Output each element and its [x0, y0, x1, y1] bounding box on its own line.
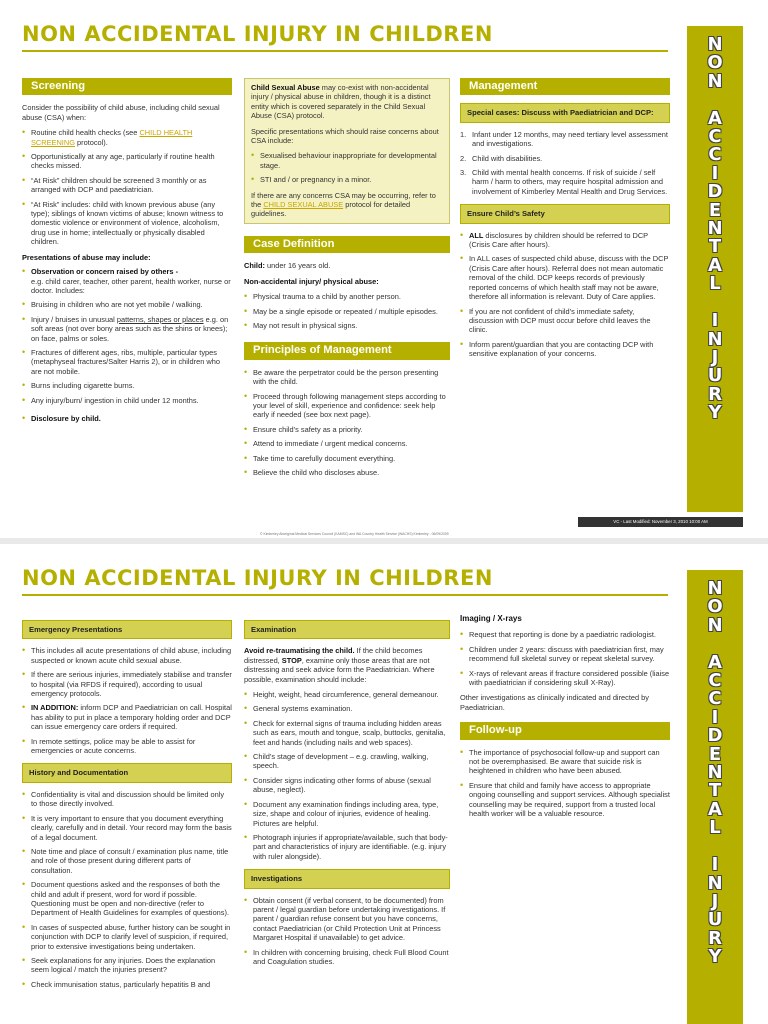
investigations-list — [244, 896, 450, 967]
page-footer: © Kimberley Aboriginal Medical Services Council (KAMSC) and WA Country Health Service (WACHS) Kimberley - 06/09/2009 — [260, 532, 449, 536]
sidebar-letter: A — [708, 254, 722, 276]
sidebar-letter: C — [708, 670, 722, 692]
case-definition-header: Case Definition — [244, 236, 450, 253]
presentations-title: Presentations of abuse may include: — [22, 252, 151, 262]
list-item: • Take time to carefully document everything. — [244, 454, 450, 463]
screening-intro: Consider the possibility of child abuse, including child sexual abuse (CSA) when: — [22, 103, 220, 122]
list-item: • Obtain consent (if verbal consent, to be documented) from parent / legal guardian before undertaking investigations. If parent / guardian refuse consent but you have concerns, contact Paediatrician (or Child Protection Unit at Princess Margaret Hospital if unavailable) to get advice. — [244, 896, 450, 943]
sidebar-letter: N — [707, 872, 723, 894]
list-item: • STI and / or pregnancy in a minor. — [251, 175, 443, 184]
list-item: • Request that reporting is done by a paediatric radiologist. — [460, 630, 670, 639]
list-item: • “At Risk” children should be screened 3 monthly or as arranged with DCP and paediatrician. — [22, 176, 232, 195]
emergency-header: Emergency Presentations — [22, 620, 232, 639]
sidebar-vertical-text — [687, 36, 743, 423]
list-item: • Inform parent/guardian that you are contacting DCP with sensitive explanation of your concerns. — [460, 340, 670, 359]
list-item: • Sexualised behaviour inappropriate for developmental stage. — [251, 151, 443, 170]
csa-box: Child Sexual Abuse may co-exist with non-accidental injury / physical abuse in children, though it is a distinct entity which is covered separately in the Child Sexual Abuse (CSA) protocol. Specific presentations which should raise concerns about CSA include: • Sexualised behaviour inappropriate for developmental stage. • STI and / or pregnancy in a minor. If there are any concerns CSA may be occurring, refer to the CHILD SEXUAL ABUSE protocol for detailed guidelines. — [244, 78, 450, 224]
list-item: • IN ADDITION: inform DCP and Paediatrician on call. Hospital has ability to put in place a temporary holding order and DCP can issue emergency care orders if required. — [22, 703, 232, 731]
list-item: • Consider signs indicating other forms of abuse (sexual abuse, neglect). — [244, 776, 450, 795]
investigations-header: Investigations — [244, 869, 450, 888]
list-item: • May not result in physical signs. — [244, 321, 450, 330]
followup-list — [460, 748, 670, 819]
list-item: 2. Child with disabilities. — [460, 153, 543, 163]
sidebar-letter: O — [707, 52, 723, 74]
list-item: • Document questions asked and the responses of both the child and adult if present, word for word if possible. Questioning must be open and non-directive (refer to Department of Health Guidelines for examples of questions). — [22, 880, 232, 918]
sidebar-letter: N — [707, 34, 723, 55]
examination-header: Examination — [244, 620, 450, 639]
sidebar-letter: I — [711, 162, 719, 184]
sidebar-banner — [687, 570, 743, 1024]
imaging-title: Imaging / X-rays — [460, 614, 522, 623]
other-investigations: Other investigations as clinically indicated and directed by Paediatrician. — [460, 693, 649, 712]
list-item: • In children with concerning bruising, check Full Blood Count and Coagulation studies. — [244, 948, 450, 967]
list-item: • Check for external signs of trauma including hidden areas such as ears, mouth and tongue, scalp, buttocks, genitalia, feet and hands (including nails and web spaces). — [244, 719, 450, 747]
presentations-list — [22, 267, 232, 423]
history-list — [22, 790, 232, 989]
principles-header: Principles of Management — [244, 342, 450, 359]
list-item: • General systems examination. — [244, 704, 450, 713]
sidebar-letter: U — [707, 365, 723, 387]
emergency-list — [22, 646, 232, 755]
last-modified-bar: VC - Last Modified: November 3, 2010 10:00 AM — [578, 517, 743, 527]
child-sexual-abuse-link[interactable]: CHILD SEXUAL ABUSE — [263, 200, 344, 210]
list-item: • Routine child health checks (see CHILD HEALTH SCREENING protocol). — [22, 128, 232, 147]
middle-column: Child Sexual Abuse may co-exist with non-accidental injury / physical abuse in children, though it is a distinct entity which is covered separately in the Child Sexual Abuse (CSA) protocol. Specific presentations which should raise concerns about CSA include: • Sexualised behaviour inappropriate for developmental stage. • STI and / or pregnancy in a minor. If there are any concerns CSA may be occurring, refer to the CHILD SEXUAL ABUSE protocol for detailed guidelines. Case Definition Child: under 16 years old. Non-accidental injury/ physical abuse: • Physical trauma to a child by another person. • May be a single episode or repeated / multiple episodes. • May not result in physical signs. Principles of Management • Be aware the perpetrator could be the person presenting with the child. • Proceed through following management steps according to your level of skill, experience and confidence: seek help early if needed (see box next page). • Ensure child’s safety as a priority. • Attend to immediate / urgent medical concerns. • Take time to carefully document everything. • Believe the child who discloses abuse. — [244, 78, 450, 483]
sidebar-letter — [687, 91, 743, 109]
sidebar-letter: I — [711, 310, 719, 332]
imaging-list — [460, 630, 670, 687]
list-item: • ALL disclosures by children should be referred to DCP (Crisis Care after hours). — [460, 231, 670, 250]
list-item: • Proceed through following management steps according to your level of skill, experience and confidence: seek help early if needed (see box next page). — [244, 392, 450, 420]
list-item: 1. Infant under 12 months, may need tertiary level assessment and investigations. — [460, 129, 668, 149]
list-item: • In remote settings, police may be able to assist for emergencies or acute concerns. — [22, 737, 232, 756]
sidebar-letter — [687, 635, 743, 653]
special-cases-header: Special cases: Discuss with Paediatrician and DCP: — [460, 103, 670, 122]
sidebar-letter: N — [707, 70, 723, 92]
examination-column: Examination Avoid re-traumatising the child. If the child becomes distressed, STOP, examine only those areas that are not distressing and seek advice form the Paediatrician. Where possible, examination should include: • Height, weight, head circumference, general demeanour. • General systems examination. • Check for external signs of trauma including hidden areas such as ears, mouth and tongue, scalp, buttocks, genitalia, feet and hands (including nails and web spaces). • Child’s stage of development – e.g. crawling, walking, speech. • Consider signs indicating other forms of abuse (sexual abuse, neglect). • Document any examination findings including area, type, size, shape and colour of injuries, evidence of healing. Pictures are helpful. • Photograph injuries if appropriate/available, such that body-part and characteristics of injury are identifiable. (e.g. injury with ruler alongside). Investigations • Obtain consent (if verbal consent, to be documented) from parent / legal guardian before undertaking investigations. If parent / guardian refuse consent but you have concerns, contact Paediatrician (or Child Protection Unit at Princess Margaret Hospital if unavailable) to get advice. • In children with concerning bruising, check Full Blood Count and Coagulation studies. — [244, 620, 450, 972]
list-item: • Document any examination findings including area, type, size, shape and colour of injuries, evidence of healing. Pictures are helpful. — [244, 800, 450, 828]
page-title: NON ACCIDENTAL INJURY IN CHILDREN — [22, 22, 493, 46]
sidebar-letter: T — [708, 780, 722, 802]
sidebar-letter: Y — [708, 402, 722, 424]
management-header: Management — [460, 78, 670, 95]
list-item: • Attend to immediate / urgent medical concerns. — [244, 439, 450, 448]
sidebar-letter: A — [708, 798, 722, 820]
list-item: • “At Risk” includes: child with known previous abuse (any type); siblings of known victims of abuse; known witness to domestic violence or environment of violence, alcoholism, drug use in home; intellectually or physically disabled children. — [22, 200, 232, 247]
imaging-column — [460, 614, 670, 825]
list-item: • Confidentiality is vital and discussion should be limited only to those directly involved. — [22, 790, 232, 809]
list-item: • Ensure that child and family have access to appropriate ongoing counselling and support services. Although specialist counselling may be required, support from a trusted local health worker will be a valuable resource. — [460, 781, 670, 819]
special-cases-list — [460, 130, 670, 196]
emergency-column — [22, 620, 232, 995]
sidebar-letter: A — [708, 107, 722, 129]
list-item: • Fractures of different ages, ribs, multiple, particular types (metaphyseal fractures/Salter Harris 2), or in children who are not mobile. — [22, 348, 232, 376]
screening-column — [22, 78, 232, 429]
sidebar-letter: J — [711, 890, 719, 912]
sidebar-letter: J — [711, 346, 719, 368]
list-item: • If you are not confident of child’s immediate safety, discussion with DCP must occur before child leaves the clinic. — [460, 307, 670, 335]
sidebar-letter: C — [708, 126, 722, 148]
list-item: • The importance of psychosocial follow-up and support can not be overemphasised. Be aware that suicide risk is heightened in children who have been abused. — [460, 748, 670, 776]
list-item: • Injury / bruises in unusual patterns, shapes or places e.g. on soft areas (not over bony areas such as the shins or knees); on face, palms or soles. — [22, 315, 232, 343]
list-item: • Child’s stage of development – e.g. crawling, walking, speech. — [244, 752, 450, 771]
list-item: • Any injury/burn/ ingestion in child under 12 months. — [22, 396, 232, 405]
list-item: • In cases of suspected abuse, further history can be sought in conjunction with DCP to clarify level of suspicion, if required, prior to extensive investigations being undertaken. — [22, 923, 232, 951]
list-item: • Note time and place of consult / examination plus name, title and role of those present during different parts of consultation. — [22, 847, 232, 875]
list-item: • Observation or concern raised by others - e.g. child carer, teacher, other parent, health worker, nurse or doctor. Includes: — [22, 267, 232, 295]
screening-list — [22, 128, 232, 246]
sidebar-letter: N — [707, 762, 723, 784]
sidebar-letter: D — [707, 181, 723, 203]
sidebar-letter: R — [708, 383, 722, 405]
child-safety-list — [460, 231, 670, 359]
list-item: • Seek explanations for any injuries. Does the explanation seem logical / match the injuries present? — [22, 956, 232, 975]
sidebar-letter: R — [708, 927, 722, 949]
sidebar-letter: N — [707, 328, 723, 350]
screening-header: Screening — [22, 78, 232, 95]
list-item: • This includes all acute presentations of child abuse, including suspected or known acute child sexual abuse. — [22, 646, 232, 665]
sidebar-letter: I — [711, 854, 719, 876]
sidebar-letter: C — [708, 144, 722, 166]
list-item: • Believe the child who discloses abuse. — [244, 468, 450, 477]
sidebar-letter: L — [709, 273, 721, 295]
list-item: • X-rays of relevant areas if fracture considered possible (liaise with paediatrician if considering skull X-Ray). — [460, 669, 670, 688]
title-rule — [22, 594, 668, 596]
list-item: • If there are serious injuries, immediately stabilise and transfer to hospital (via RFDS if required), according to usual emergency protocols. — [22, 670, 232, 698]
list-item: • It is very important to ensure that you document everything clearly, carefully and in detail. Your record may form the basis of a legal document. — [22, 814, 232, 842]
title-rule — [22, 50, 668, 52]
child-safety-header: Ensure Child’s Safety — [460, 204, 670, 223]
page-title: NON ACCIDENTAL INJURY IN CHILDREN — [22, 566, 493, 590]
sidebar-letter: U — [707, 909, 723, 931]
list-item: 3. Child with mental health concerns. If risk of suicide / self harm / harm to others, may require hospital admission and involvement of Kimberley Mental Health and Drug Services. — [460, 168, 668, 196]
list-item: • Physical trauma to a child by another person. — [244, 292, 450, 301]
examination-list — [244, 690, 450, 861]
sidebar-letter: A — [708, 651, 722, 673]
sidebar-letter: N — [707, 614, 723, 636]
list-item: • May be a single episode or repeated / multiple episodes. — [244, 307, 450, 316]
sidebar-letter: I — [711, 706, 719, 728]
list-item: • Ensure child’s safety as a priority. — [244, 425, 450, 434]
case-definition-list — [244, 292, 450, 330]
sidebar-banner — [687, 26, 743, 512]
sidebar-vertical-text — [687, 580, 743, 967]
list-item: • Check immunisation status, particularly hepatitis B and — [22, 980, 232, 989]
list-item: • Bruising in children who are not yet mobile / walking. — [22, 300, 232, 309]
management-column — [460, 78, 670, 365]
child-health-screening-link[interactable]: CHILD HEALTH SCREENING — [31, 128, 193, 147]
list-item: • Opportunistically at any age, particularly if routine health checks missed. — [22, 152, 232, 171]
list-item: • Burns including cigarette burns. — [22, 381, 232, 390]
list-item: • Disclosure by child. — [22, 414, 232, 423]
page-2 — [0, 544, 768, 1024]
sidebar-letter: C — [708, 688, 722, 710]
list-item: • Photograph injuries if appropriate/available, such that body-part and characteristics of injury are identifiable. (e.g. injury with ruler alongside). — [244, 833, 450, 861]
sidebar-letter: D — [707, 725, 723, 747]
followup-header: Follow-up — [460, 722, 670, 739]
list-item: • Be aware the perpetrator could be the person presenting with the child. — [244, 368, 450, 387]
sidebar-letter: T — [708, 236, 722, 258]
sidebar-letter: L — [709, 817, 721, 839]
sidebar-letter: O — [707, 596, 723, 618]
sidebar-letter: N — [707, 578, 723, 599]
history-header: History and Documentation — [22, 763, 232, 782]
list-item: • Height, weight, head circumference, general demeanour. — [244, 690, 450, 699]
list-item: • In ALL cases of suspected child abuse, discuss with the DCP (Crisis Care after hours). Referral does not mean automatic removal of the child. DCP keeps records of previously reported concerns of which health staff may not be aware, therefore all information is relevant. Duty of Care applies. — [460, 254, 670, 301]
principles-list — [244, 368, 450, 478]
sidebar-letter: N — [707, 218, 723, 240]
sidebar-letter: E — [708, 743, 722, 765]
sidebar-letter: Y — [708, 946, 722, 968]
list-item: • Children under 2 years: discuss with paediatrician first, may recommend full skeletal survey or repeat skeletal survey. — [460, 645, 670, 664]
sidebar-letter: E — [708, 199, 722, 221]
